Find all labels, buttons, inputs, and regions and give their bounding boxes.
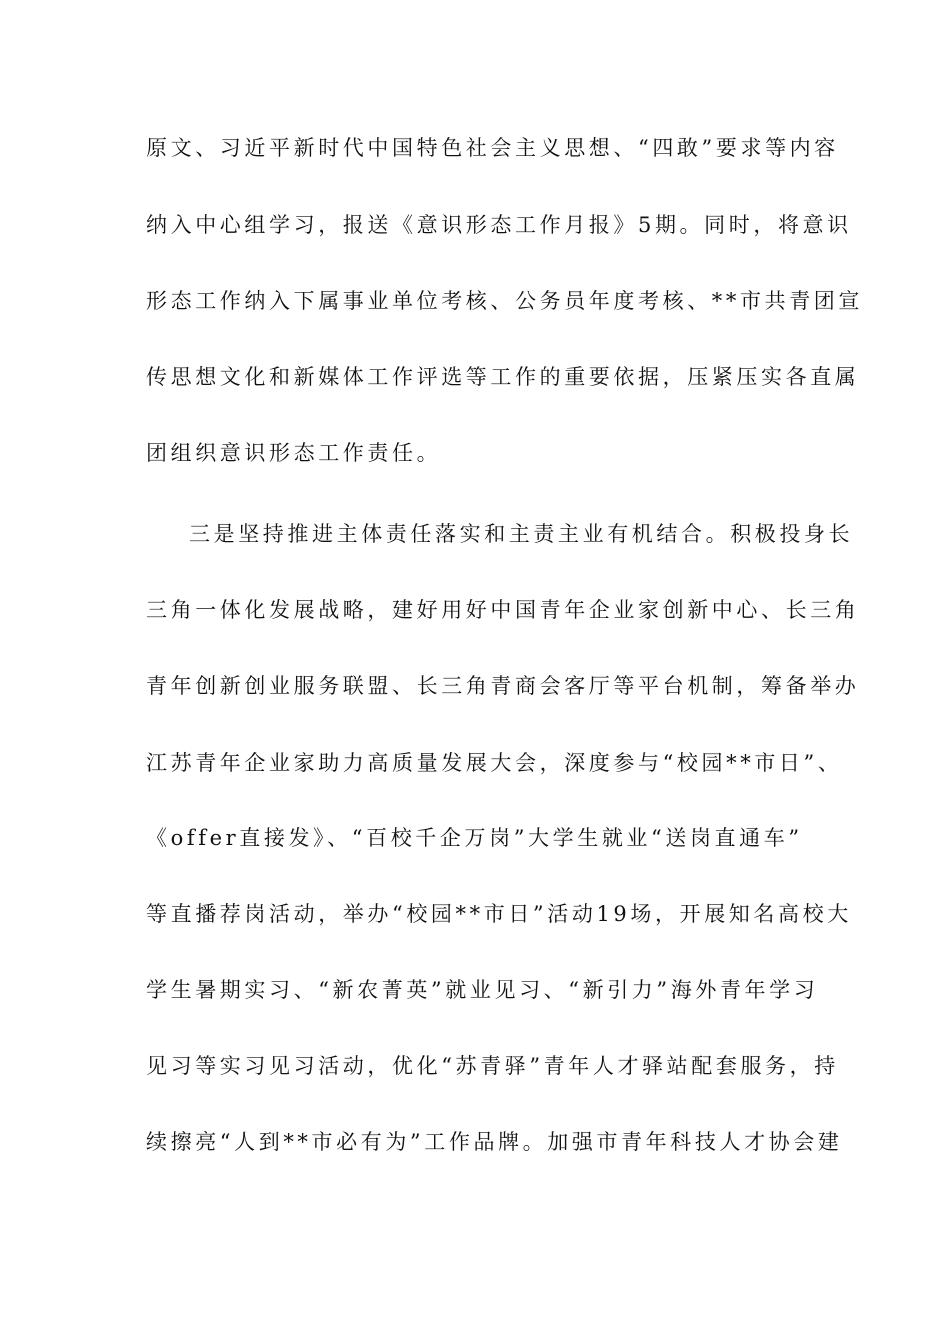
text-line: 三角一体化发展战略，建好用好中国青年企业家创新中心、长三角 xyxy=(146,598,860,622)
text-line: 团组织意识形态工作责任。 xyxy=(146,441,442,465)
text-line: 江苏青年企业家助力高质量发展大会，深度参与“校园**市日”、 xyxy=(146,751,843,775)
text-line: 青年创新创业服务联盟、长三角青商会客厅等平台机制，筹备举办 xyxy=(146,674,860,698)
text-line: 纳入中心组学习，报送《意识形态工作月报》5期。同时，将意识 xyxy=(146,213,852,237)
text-line: 见习等实习见习活动，优化“苏青驿”青年人才驿站配套服务，持 xyxy=(146,1054,839,1078)
text-line: 学生暑期实习、“新农菁英”就业见习、“新引力”海外青年学习 xyxy=(146,978,819,1002)
text-line: 形态工作纳入下属事业单位考核、公务员年度考核、**市共青团宣 xyxy=(146,289,863,313)
text-line: 传思想文化和新媒体工作评选等工作的重要依据，压紧压实各直属 xyxy=(146,365,860,389)
text-line: 等直播荐岗活动，举办“校园**市日”活动19场，开展知名高校大 xyxy=(146,902,852,926)
text-line: 三是坚持推进主体责任落实和主责主业有机结合。积极投身长 xyxy=(189,522,854,546)
text-line: 《offer直接发》、“百校千企万岗”大学生就业“送岗直通车” xyxy=(146,826,803,850)
text-line: 续擦亮“人到**市必有为”工作品牌。加强市青年科技人才协会建 xyxy=(146,1130,843,1154)
text-line: 原文、习近平新时代中国特色社会主义思想、“四敢”要求等内容 xyxy=(146,136,839,160)
